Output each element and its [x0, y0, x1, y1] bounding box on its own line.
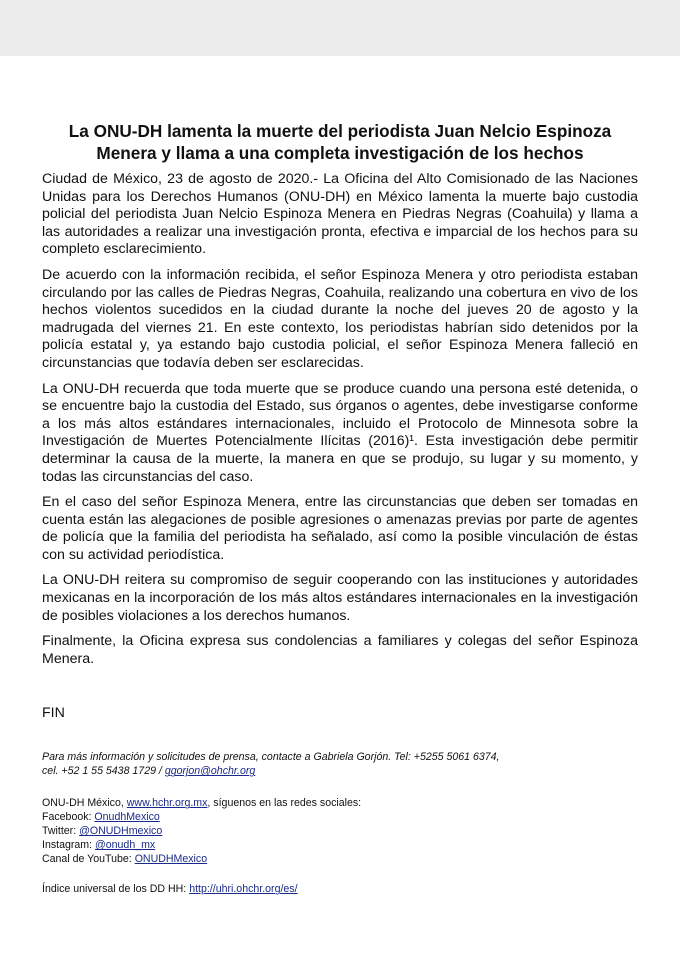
facebook-link[interactable]: OnudhMexico — [94, 811, 160, 824]
paragraph-1: Ciudad de México, 23 de agosto de 2020.- La Oficina del Alto Comisionado de las Naciones Unidas para los Derechos Humanos (ONU-DH) en México lamenta la muerte bajo custodia policial del periodista Juan Nelcio Espinoza Menera en Piedras Negras (Coahuila) y llama a las autoridades a realizar una investigación pronta, efectiva e imparcial de los hechos para su completo esclarecimiento. — [42, 171, 638, 258]
website-link[interactable]: www.hchr.org.mx — [126, 797, 208, 810]
social-intro-suffix: , síguenos en las redes sociales: — [207, 797, 362, 810]
paragraph-2: De acuerdo con la información recibida, el señor Espinoza Menera y otro periodista estaban circulando por las calles de Piedras Negras, Coahuila, realizando una cobertura en vivo de los hechos violentos sucedidos en la ciudad durante la noche del jueves 20 de agosto y la madrugada del viernes 21. En este contexto, los periodistas habrían sido detenidos por la policía estatal y, ya estando bajo custodia policial, el señor Espinoza Menera falleció en circunstancias que todavía deben ser esclarecidas. — [42, 266, 638, 371]
instagram-label: Instagram: — [42, 839, 95, 852]
end-marker: FIN — [42, 705, 65, 722]
facebook-row — [42, 810, 638, 824]
instagram-link[interactable]: @onudh_mx — [95, 839, 156, 852]
human-rights-index — [42, 882, 638, 896]
page-title: La ONU-DH lamenta la muerte del periodista Juan Nelcio Espinoza Menera y llama a una completa investigación de los hechos — [68, 121, 612, 163]
twitter-row — [42, 824, 638, 838]
twitter-label: Twitter: — [42, 825, 80, 838]
contact-email-link[interactable]: ggorjon@ohchr.org — [164, 765, 256, 778]
instagram-row — [42, 838, 638, 852]
paragraph-4: En el caso del señor Espinoza Menera, entre las circunstancias que deben ser tomadas en cuenta están las alegaciones de posible agresiones o amenazas previas por parte de agentes de policía que la familia del periodista ha señalado, así como la posible vinculación de éstas con su actividad periodística. — [42, 494, 638, 563]
paragraph-3: La ONU-DH recuerda que toda muerte que se produce cuando una persona esté detenida, o se encuentre bajo la custodia del Estado, sus órganos o agentes, debe investigarse conforme a los más altos estándares internacionales, incluido el Protocolo de Minnesota sobre la Investigación de Muertes Potencialmente Ilícitas (2016)¹. Esta investigación debe permitir determinar la causa de la muerte, la manera en que se produjo, su lugar y su momento, y todas las circunstancias del caso. — [42, 380, 638, 485]
youtube-label: Canal de YouTube: — [42, 853, 135, 866]
social-intro-prefix: ONU-DH México, — [42, 797, 127, 810]
top-bar — [0, 0, 680, 56]
twitter-link[interactable]: @ONUDHmexico — [79, 825, 163, 838]
index-link[interactable]: http://uhri.ohchr.org/es/ — [189, 883, 298, 896]
facebook-label: Facebook: — [42, 811, 95, 824]
paragraph-6: Finalmente, la Oficina expresa sus condolencias a familiares y colegas del señor Espinoza Menera. — [42, 633, 638, 667]
paragraph-5: La ONU-DH reitera su compromiso de seguir cooperando con las instituciones y autoridades mexicanas en la incorporación de los más altos estándares internacionales en la investigación de posibles violaciones a los derechos humanos. — [42, 572, 638, 624]
social-intro — [42, 796, 638, 810]
contact-line-1: Para más información y solicitudes de prensa, contacte a Gabriela Gorjón. Tel: +5255 5061 6374, — [42, 751, 500, 764]
press-release — [42, 120, 638, 896]
youtube-row — [42, 852, 638, 866]
contact-line-2 — [42, 764, 638, 778]
index-label: Índice universal de los DD HH: — [42, 883, 190, 896]
contact-info — [42, 750, 638, 778]
youtube-link[interactable]: ONUDHMexico — [134, 853, 208, 866]
social-links — [42, 796, 638, 866]
contact-phone: cel. +52 1 55 5438 1729 / — [42, 765, 165, 778]
